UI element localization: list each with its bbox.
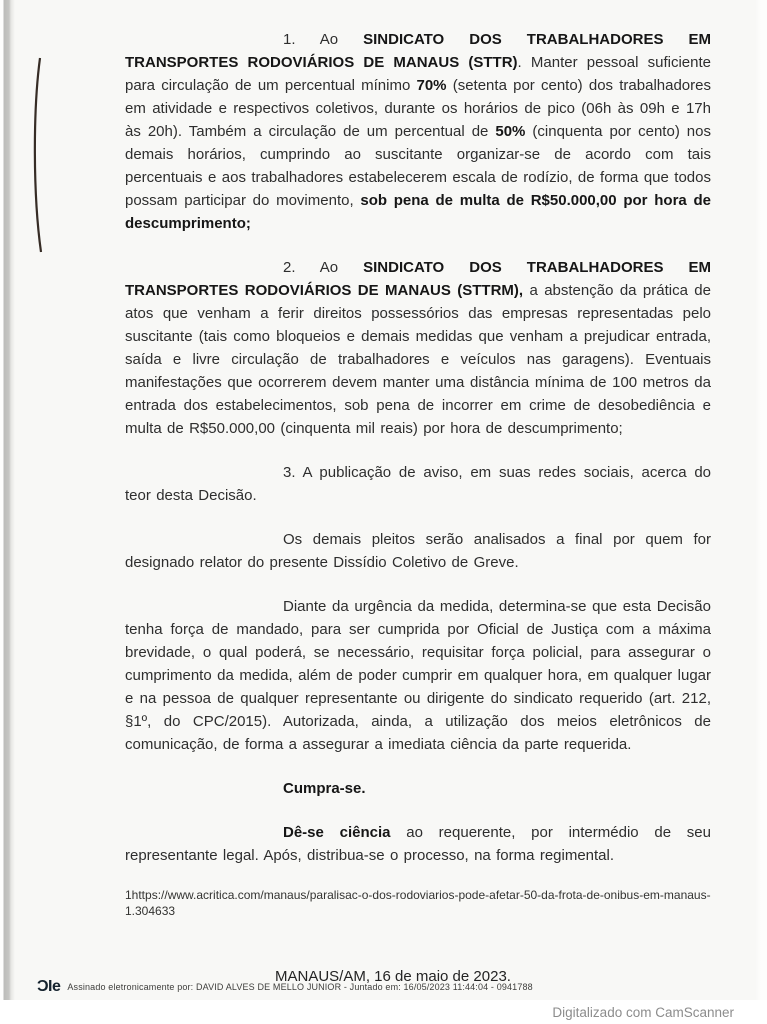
- scan-right-edge-shadow: [755, 0, 767, 1001]
- cumpra-se-paragraph: Cumpra-se.: [283, 780, 366, 797]
- dateline: MANAUS/AM, 16 de maio de 2023.: [275, 968, 511, 985]
- document-body: [125, 28, 711, 988]
- camscanner-label: Digitalizado com CamScanner: [552, 1004, 734, 1020]
- camscanner-band: [0, 1000, 767, 1024]
- order-item-2: 2. Ao SINDICATO DOS TRABALHADORES EM TRANSPORTES RODOVIÁRIOS DE MANAUS (STTRM), a abstenção da prática de atos que venham a ferir direitos possessórios das empresas representadas pelo suscitante (tais como bloqueios e demais medidas que venham a prejudicar entrada, saída e livre circulação de trabalhadores e veículos nas garagens). Eventuais manifestações que ocorrerem devem manter uma distância mínima de 100 metros da entrada dos estabelecimentos, sob pena de incorrer em crime de desobediência e multa de R$50.000,00 (cinquenta mil reais) por hora de descumprimento;: [125, 259, 712, 437]
- scan-crease-artifact: [30, 55, 46, 255]
- pje-logo-icon: ƆIe: [37, 978, 61, 995]
- electronic-signature-footer: [37, 979, 533, 995]
- order-item-1: 1. Ao SINDICATO DOS TRABALHADORES EM TRANSPORTES RODOVIÁRIOS DE MANAUS (STTR). Manter pessoal suficiente para circulação de um percentual mínimo 70% (setenta por cento) dos trabalhadores em atividade e respectivos coletivos, durante os horários de pico (06h às 09h e 17h às 20h). Também a circulação de um percentual de 50% (cinquenta por cento) nos demais horários, cumprindo ao suscitante organizar-se de acordo com tais percentuais e aos trabalhadores estabelecerem escala de rodízio, de forma que todos possam participar do movimento, sob pena de multa de R$50.000,00 por hora de descumprimento;: [125, 31, 712, 232]
- urgency-clause-paragraph: Diante da urgência da medida, determina-se que esta Decisão tenha força de mandado, para ser cumprida por Oficial de Justiça com a máxima brevidade, o qual poderá, se necessário, requisitar força policial, para assegurar o cumprimento da medida, além de poder cumprir em qualquer hora, em qualquer lugar e na pessoa de qualquer representante ou dirigente do sindicato requerido (art. 212, §1º, do CPC/2015). Autorizada, ainda, a utilização dos meios eletrônicos de comunicação, de forma a assegurar a imediata ciência da parte requerida.: [125, 598, 711, 753]
- scan-left-edge-shadow: [0, 0, 15, 1001]
- de-se-ciencia-paragraph: Dê-se ciência ao requerente, por intermédio de seu representante legal. Após, distribua-se o processo, na forma regimental.: [125, 824, 711, 864]
- remaining-claims-paragraph: Os demais pleitos serão analisados a final por quem for designado relator do presente Dissídio Coletivo de Greve.: [125, 531, 711, 571]
- footnote-url: 1https://www.acritica.com/manaus/paralisac-o-dos-rodoviarios-pode-afetar-50-da-frota-de-onibus-em-manaus-1.304633: [125, 888, 711, 918]
- order-item-3: 3. A publicação de aviso, em suas redes sociais, acerca do teor desta Decisão.: [125, 464, 711, 504]
- signature-line: Assinado eletronicamente por: DAVID ALVES DE MELLO JUNIOR - Juntado em: 16/05/2023 11:44:04 - 0941788: [67, 982, 533, 992]
